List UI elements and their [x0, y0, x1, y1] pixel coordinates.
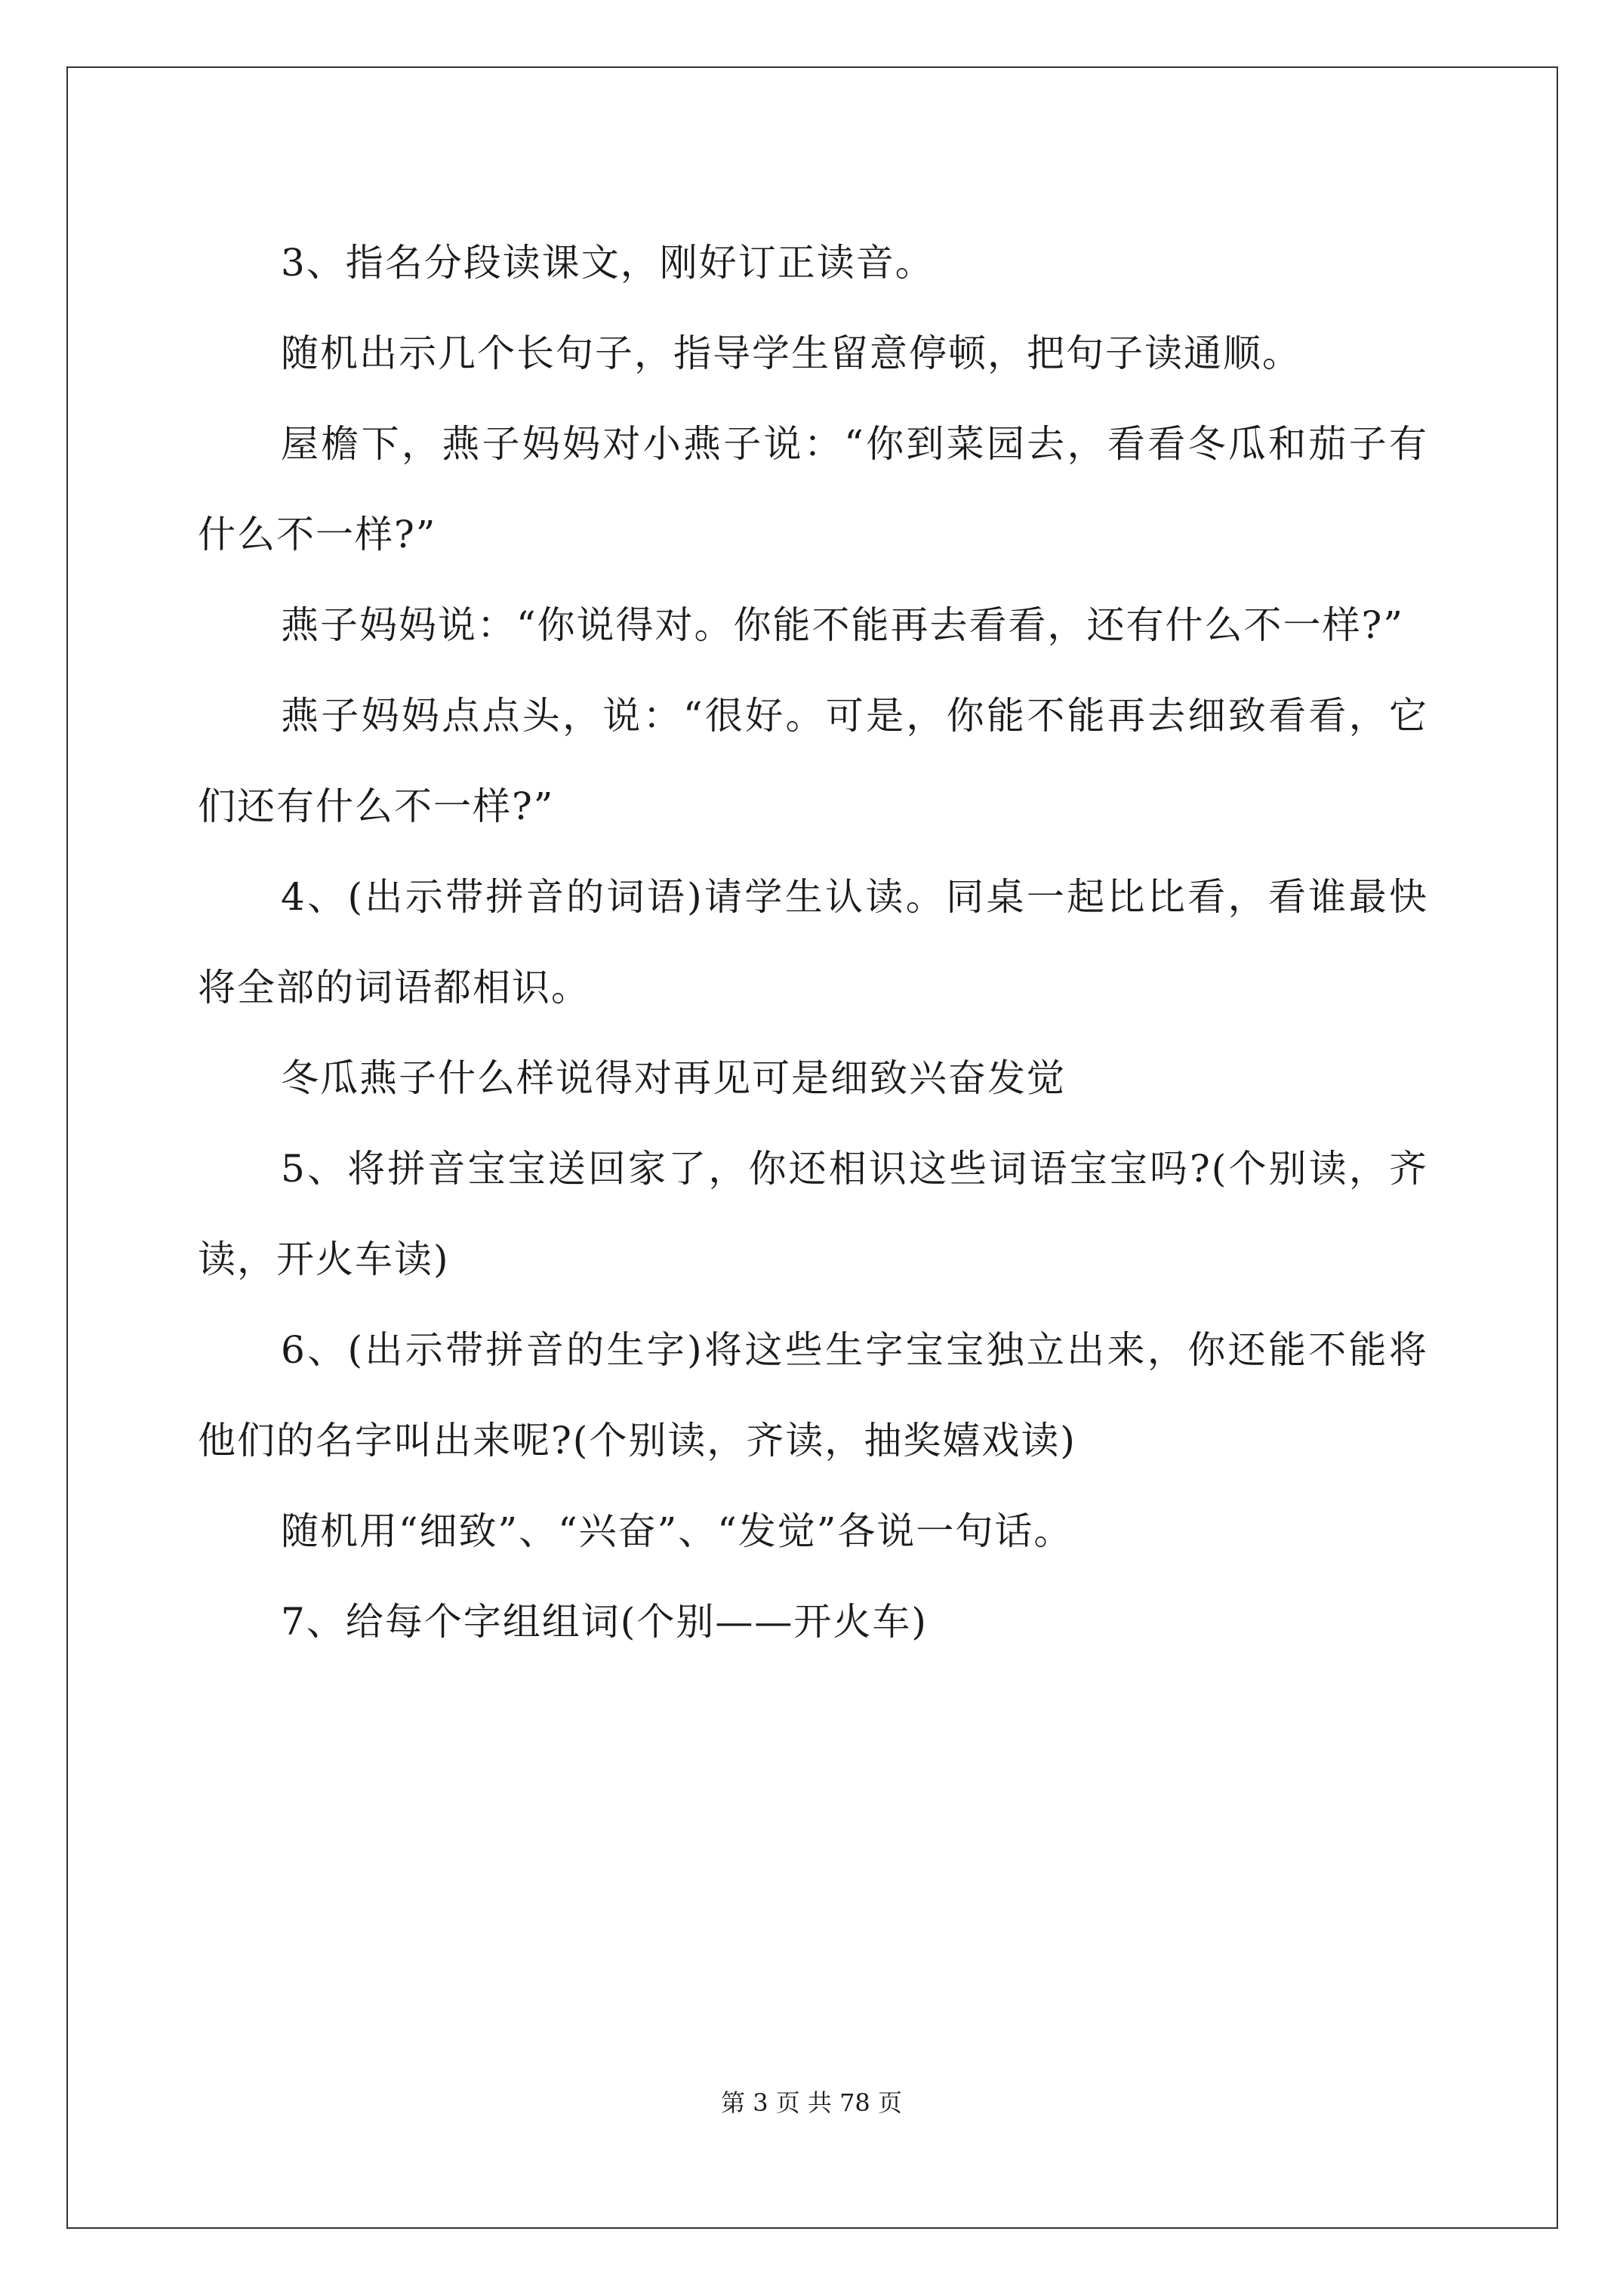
- paragraph-11: 7、给每个字组组词(个别——开火车): [281, 1600, 928, 1644]
- paragraph-1: 3、指名分段读课文，刚好订正读音。: [281, 241, 935, 285]
- paragraph-10: 随机用“细致”、“兴奋”、“发觉”各说一句话。: [281, 1509, 1073, 1553]
- paragraph-2: 随机出示几个长句子，指导学生留意停顿，把句子读通顺。: [281, 331, 1301, 375]
- paragraph-5: 燕子妈妈点点头，说：“很好。可是，你能不能再去细致看看，它们还有什么不一样?”: [198, 694, 1428, 828]
- paragraph-4: 燕子妈妈说：“你说得对。你能不能再去看看，还有什么不一样?”: [281, 603, 1404, 647]
- paragraph-8: 5、将拼音宝宝送回家了，你还相识这些词语宝宝吗?(个别读，齐读，开火车读): [198, 1147, 1428, 1281]
- paragraph-6: 4、(出示带拼音的词语)请学生认读。同桌一起比比看，看谁最快将全部的词语都相识。: [198, 875, 1428, 1009]
- paragraph-9: 6、(出示带拼音的生字)将这些生字宝宝独立出来，你还能不能将他们的名字叫出来呢?(个别读，齐读，抽奖嬉戏读): [198, 1328, 1428, 1462]
- paragraph-3: 屋檐下，燕子妈妈对小燕子说：“你到菜园去，看看冬瓜和茄子有什么不一样?”: [198, 422, 1428, 556]
- page-number-footer: 第 3 页 共 78 页: [721, 2088, 902, 2117]
- document-body: [198, 217, 1428, 1667]
- paragraph-7: 冬瓜燕子什么样说得对再见可是细致兴奋发觉: [281, 1056, 1066, 1100]
